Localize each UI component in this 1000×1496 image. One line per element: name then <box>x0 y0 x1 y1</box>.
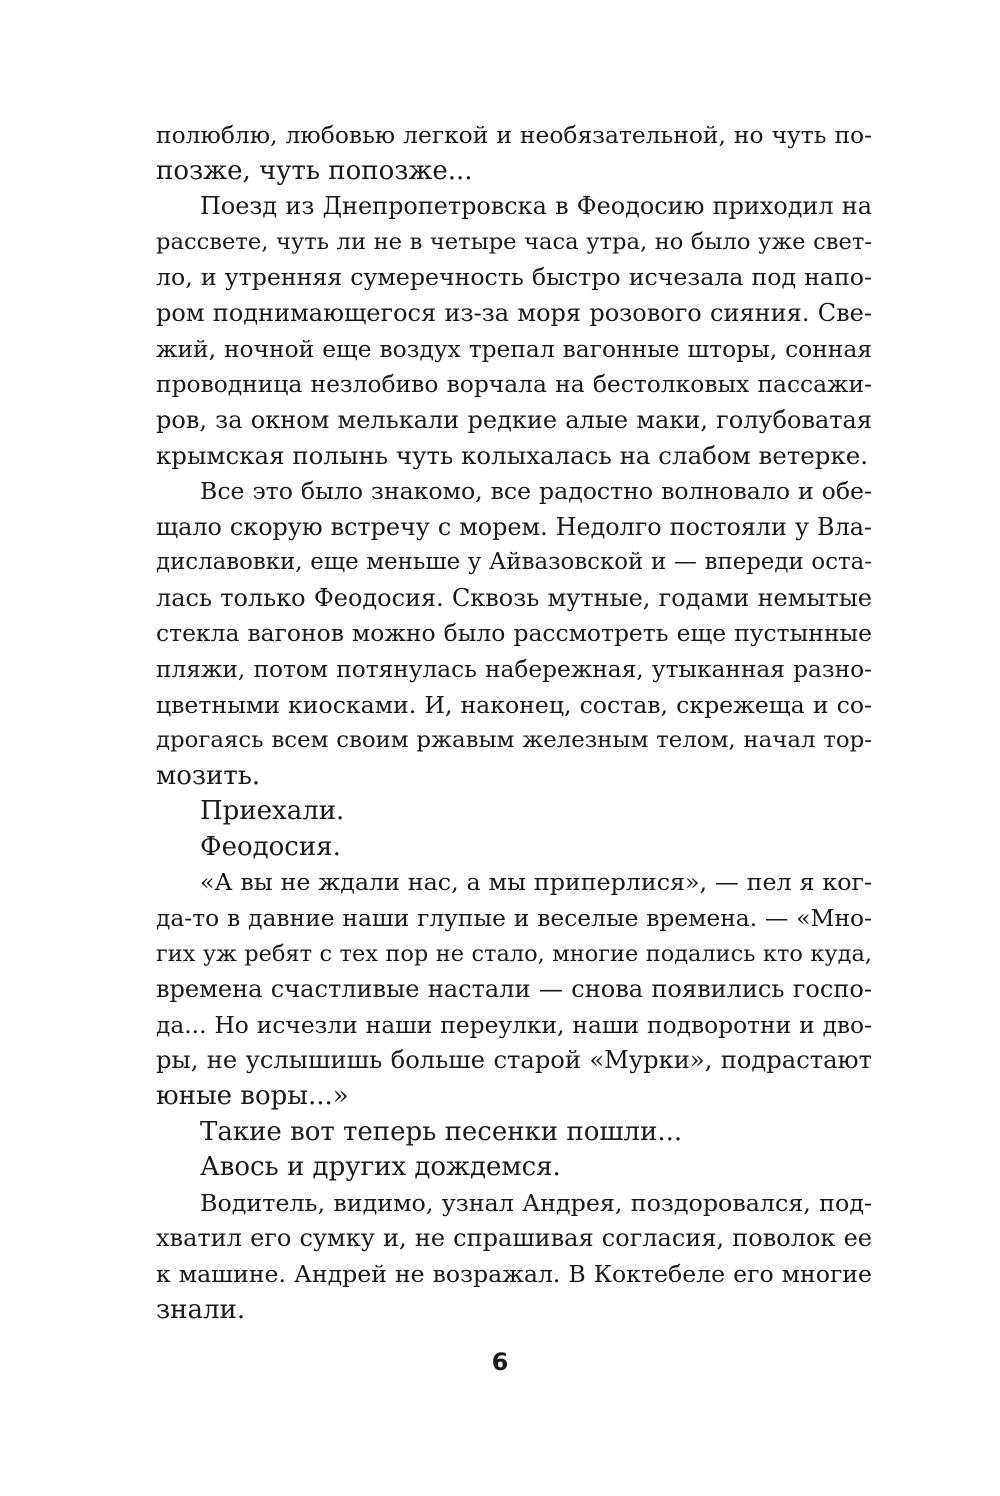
text-line: к машине. Андрей не возражал. В Коктебеле его многие <box>156 1260 872 1288</box>
paragraph <box>156 1115 872 1151</box>
text-line: щало скорую встречу с морем. Недолго постояли у Вла- <box>156 512 872 541</box>
text-line: гих уж ребят с тех пор не стало, многие подались кто куда, <box>156 940 872 967</box>
text-line: знали. <box>156 1294 246 1325</box>
text-line: юные воры...» <box>156 1081 349 1112</box>
text-line: лась только Феодосия. Сквозь мутные, годами немытые <box>156 583 872 612</box>
text-line: диславовки, еще меньше у Айвазовской и — впереди оста- <box>156 549 872 576</box>
paragraph <box>156 1186 872 1328</box>
text-line: жий, ночной еще воздух трепал вагонные шторы, сонная <box>156 334 872 363</box>
paragraph <box>156 1150 872 1186</box>
text-line: мозить. <box>156 760 261 791</box>
paragraph <box>156 118 872 189</box>
text-line: хватил его сумку и, не спрашивая согласия, поволок ее <box>156 1224 872 1253</box>
text-line: «А вы не ждали нас, а мы приперлися», — пел я ког- <box>200 868 872 897</box>
text-line: Поезд из Днепропетровска в Феодосию приходил на <box>200 192 872 221</box>
text-line: времена счастливые настали — снова появились госпо- <box>156 975 872 1004</box>
text-line: ры, не услышишь больше старой «Мурки», подрастают <box>156 1046 872 1075</box>
text-line: Все это было знакомо, все радостно волновало и обе- <box>200 476 872 505</box>
text-line: крымская полынь чуть колыхалась на слабом ветерке. <box>156 441 869 471</box>
text-line: да... Но исчезли наши переулки, наши подворотни и дво- <box>156 1010 872 1039</box>
text-line: цветными киосками. И, наконец, состав, скрежеща и со- <box>156 690 872 719</box>
text-line: ло, и утренняя сумеречность быстро исчезала под напо- <box>156 263 872 292</box>
text-line: рассвете, чуть ли не в четыре часа утра, но было уже свет- <box>156 228 872 255</box>
text-line: ром поднимающегося из-за моря розового сияния. Све- <box>156 298 872 327</box>
text-line: Приехали. <box>200 796 345 827</box>
text-line: проводница незлобиво ворчала на бестолковых пассажи- <box>156 370 872 399</box>
text-line: Такие вот теперь песенки пошли... <box>200 1116 683 1147</box>
text-line: Феодосия. <box>200 831 341 862</box>
paragraph <box>156 830 872 866</box>
page-number: 6 <box>491 1348 509 1376</box>
paragraph <box>156 474 872 794</box>
text-line: полюблю, любовью легкой и необязательной, но чуть по- <box>156 121 872 149</box>
text-line: да-то в давние наши глупые и веселые времена. — «Мно- <box>156 904 872 933</box>
text-line: Авось и других дождемся. <box>200 1152 561 1183</box>
paragraph <box>156 794 872 830</box>
text-line: дрогаясь всем своим ржавым железным телом, начал тор- <box>156 727 872 754</box>
body-text <box>156 118 872 1328</box>
text-line: Водитель, видимо, узнал Андрея, поздоровался, под- <box>200 1188 872 1217</box>
text-line: стекла вагонов можно было рассмотреть еще пустынные <box>156 619 872 648</box>
paragraph <box>156 865 872 1114</box>
text-line: ров, за окном мелькали редкие алые маки, голубоватая <box>156 405 872 434</box>
paragraph <box>156 189 872 474</box>
text-line: позже, чуть попозже... <box>156 155 473 186</box>
text-line: пляжи, потом потянулась набережная, утыканная разно- <box>156 655 872 683</box>
